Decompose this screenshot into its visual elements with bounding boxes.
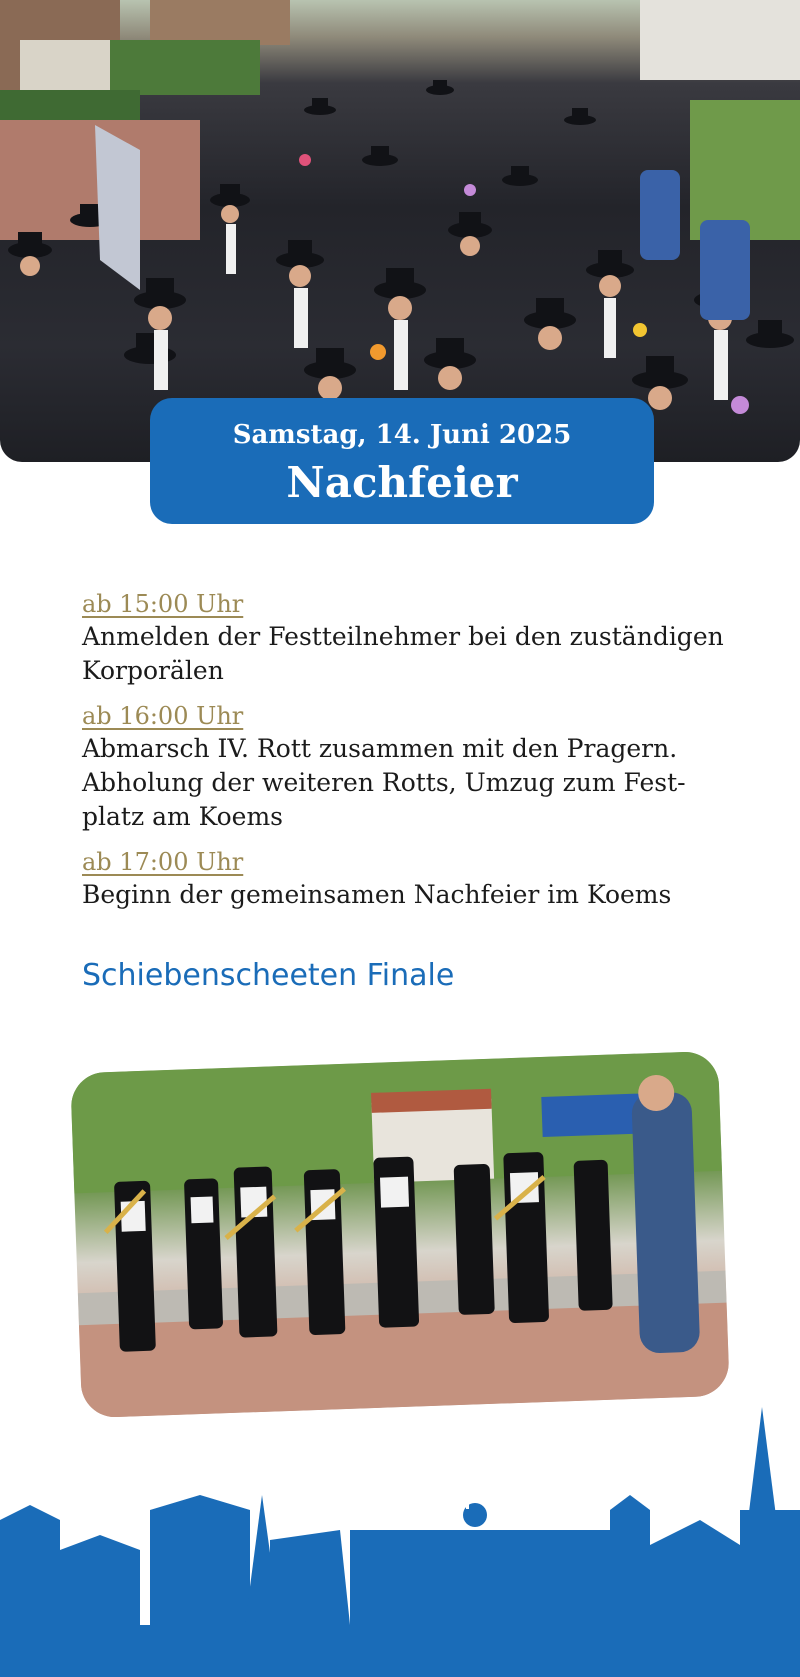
schedule-item <box>82 700 742 834</box>
schedule-time: ab 15:00 Uhr <box>82 590 244 618</box>
event-date: Samstag, 14. Juni 2025 <box>232 420 572 450</box>
hero-photo-parade <box>0 0 800 462</box>
parade-crowd-illustration <box>0 0 800 462</box>
schedule-time: ab 17:00 Uhr <box>82 848 244 876</box>
event-title-box <box>150 398 654 524</box>
marching-band-illustration <box>70 1051 730 1418</box>
schedule-text: Abmarsch IV. Rott zusammen mit den Pragern. Abholung der weiteren Rotts, Umzug zum Fest-platz am Koems <box>82 734 686 831</box>
schedule-item <box>82 846 742 912</box>
event-title: Nachfeier <box>286 458 518 507</box>
schedule-time: ab 16:00 Uhr <box>82 702 244 730</box>
section-heading: Schiebenscheeten Finale <box>82 958 455 993</box>
band-photo <box>70 1051 730 1418</box>
town-skyline-silhouette <box>0 1400 800 1677</box>
schedule-item <box>82 588 742 688</box>
schedule-list <box>82 588 742 924</box>
schedule-text: Beginn der gemeinsamen Nachfeier im Koems <box>82 880 672 909</box>
schedule-text: Anmelden der Festteilnehmer bei den zuständigen Korporälen <box>82 622 724 685</box>
